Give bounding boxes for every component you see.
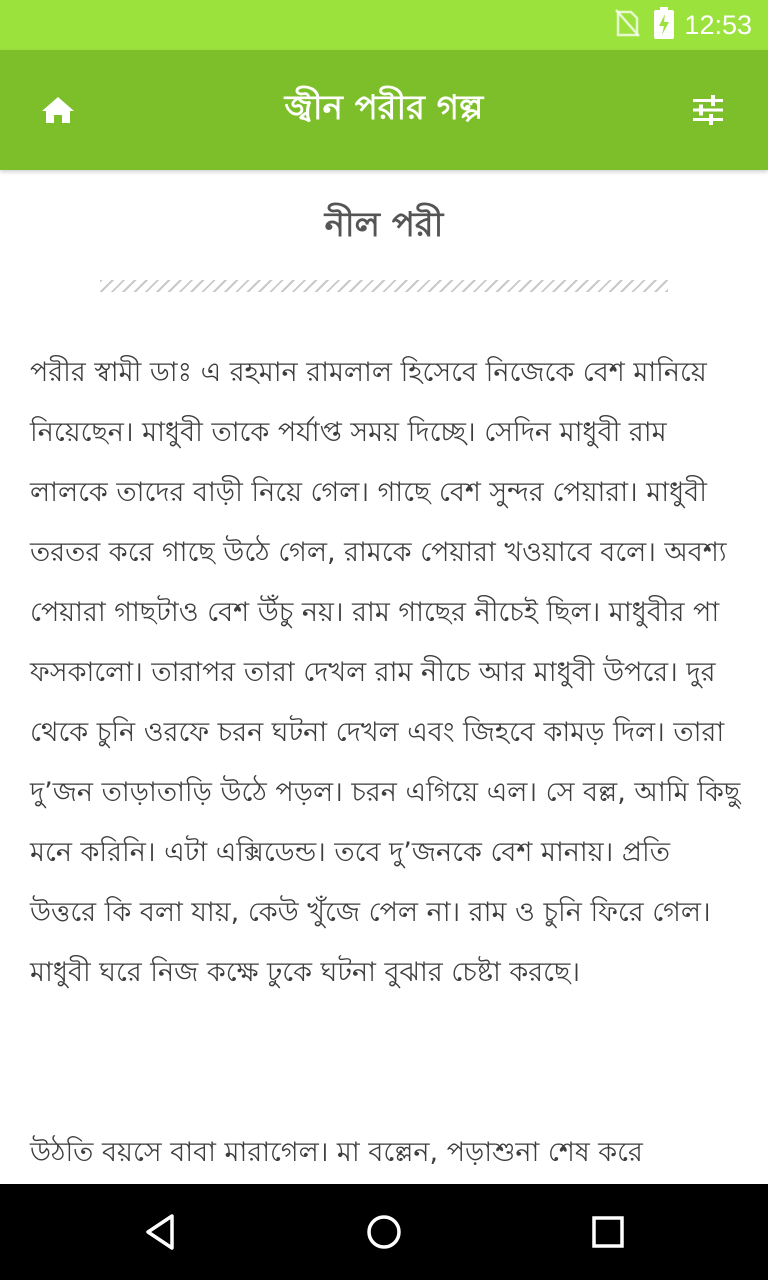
home-icon xyxy=(41,95,75,125)
app-title: জ্বীন পরীর গল্প xyxy=(284,87,484,128)
settings-button[interactable] xyxy=(676,80,740,140)
title-divider xyxy=(100,280,668,292)
story-paragraph: উঠতি বয়সে বাবা মারাগেল। মা বল্লেন, পড়াশুনা শেষ করে xyxy=(30,1137,643,1168)
settings-sliders-icon xyxy=(691,94,725,126)
no-sim-icon xyxy=(614,8,640,42)
status-time: 12:53 xyxy=(684,9,752,40)
home-button[interactable] xyxy=(26,80,90,140)
back-icon xyxy=(140,1212,180,1252)
back-button[interactable] xyxy=(130,1202,190,1262)
navigation-bar xyxy=(0,1184,768,1280)
home-circle-icon xyxy=(364,1212,404,1252)
home-nav-button[interactable] xyxy=(354,1202,414,1262)
app-bar xyxy=(0,50,768,170)
story-title: নীল পরী xyxy=(324,205,444,245)
battery-charging-icon xyxy=(654,7,674,43)
recent-apps-icon xyxy=(588,1212,628,1252)
story-content[interactable] xyxy=(0,170,768,1184)
recent-apps-button[interactable] xyxy=(578,1202,638,1262)
story-paragraph: পরীর স্বামী ডাঃ এ রহমান রামলাল হিসেবে নিজেকে বেশ মানিয়ে নিয়েছেন। মাধুবী তাকে পর্যাপ্ত সময় দিচ্ছে। সেদিন মাধুবী রাম লালকে তাদের বাড়ী নিয়ে গেল। গাছে বেশ সুন্দর পেয়ারা। মাধুবী তরতর করে গাছে উঠে গেল, রামকে পেয়ারা খওয়াবে বলে। অবশ্য পেয়ারা গাছটাও বেশ উঁচু নয়। রাম গাছের নীচেই ছিল। মাধুবীর পা ফসকালো। তারাপর তারা দেখল রাম নীচে আর মাধুবী উপরে। দুর থেকে চুনি ওরফে চরন ঘটনা দেখল এবং জিহবে কামড় দিল। তারা দু’জন তাড়াতাড়ি উঠে পড়ল। চরন এগিয়ে এল। সে বল্ল, আমি কিছু মনে করিনি। এটা এক্সিডেন্ড। তবে দু’জনকে বেশ মানায়। প্রতি উত্তরে কি বলা যায়, কেউ খুঁজে পেল না। রাম ও চুনি ফিরে গেল। মাধুবী ঘরে নিজ কক্ষে ঢুকে ঘটনা বুঝার চেষ্টা করছে। xyxy=(30,357,741,988)
status-bar xyxy=(0,0,768,50)
